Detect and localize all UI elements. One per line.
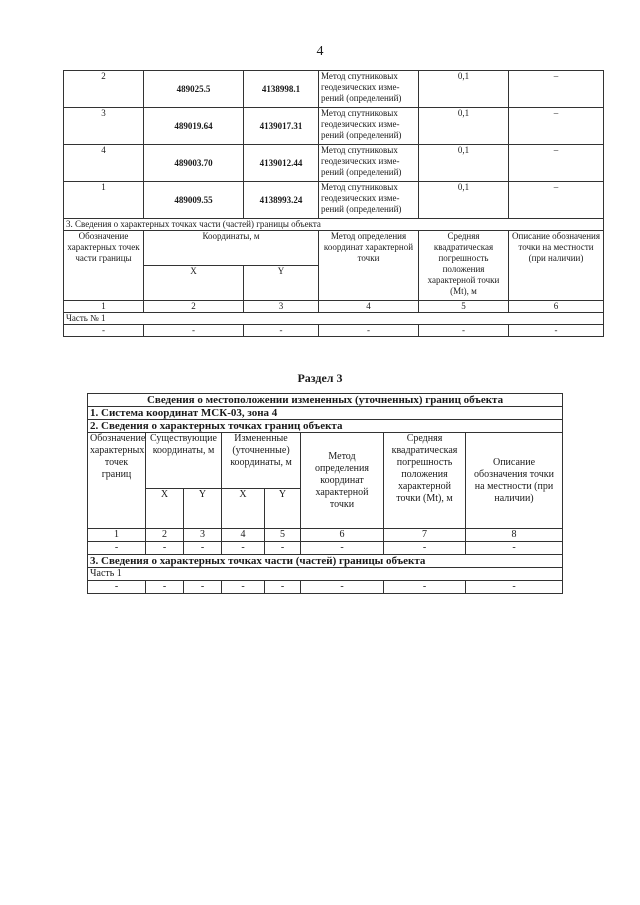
coord-x: 489003.70	[144, 145, 244, 182]
point-number: 2	[64, 71, 144, 108]
method-cell	[319, 182, 419, 219]
col-number: 6	[301, 529, 384, 542]
empty-cell: -	[319, 325, 419, 337]
section2-title: 2. Сведения о характерных точках границ объекта	[88, 420, 563, 433]
empty-cell: -	[64, 325, 144, 337]
description-value: –	[509, 108, 604, 145]
empty-cell: -	[384, 581, 466, 594]
col-number: 4	[222, 529, 265, 542]
empty-cell: -	[88, 581, 146, 594]
method-line: геодезических изме-	[321, 156, 400, 166]
table-title: Сведения о местоположении измененных (уточненных) границ объекта	[88, 394, 563, 407]
empty-cell: -	[265, 542, 301, 555]
header-method: Метод определения координат характерной точки	[319, 231, 419, 301]
header-method: Метод определения координат характерной точки	[301, 433, 384, 529]
method-line: рений (определений)	[321, 93, 402, 103]
header-y: Y	[244, 266, 319, 301]
empty-cell: -	[419, 325, 509, 337]
empty-cell: -	[184, 581, 222, 594]
empty-cell: -	[301, 581, 384, 594]
empty-row	[88, 542, 563, 555]
point-row	[64, 182, 604, 219]
column-numbers-row	[88, 529, 563, 542]
empty-cell: -	[265, 581, 301, 594]
header-x: X	[144, 266, 244, 301]
coordinates-table-continued	[63, 70, 604, 337]
accuracy-value: 0,1	[419, 108, 509, 145]
empty-cell: -	[466, 581, 563, 594]
empty-cell: -	[144, 325, 244, 337]
header-x: X	[146, 489, 184, 529]
point-row	[64, 71, 604, 108]
empty-cell: -	[301, 542, 384, 555]
empty-row	[64, 325, 604, 337]
header-coordinates: Координаты, м	[144, 231, 319, 266]
description-value: –	[509, 71, 604, 108]
method-line: рений (определений)	[321, 130, 402, 140]
coord-x: 489019.64	[144, 108, 244, 145]
coord-y: 4139017.31	[244, 108, 319, 145]
col-number: 7	[384, 529, 466, 542]
method-line: Метод спутниковых	[321, 71, 398, 81]
empty-cell: -	[146, 542, 184, 555]
accuracy-value: 0,1	[419, 145, 509, 182]
col-number: 8	[466, 529, 563, 542]
col-number: 5	[419, 301, 509, 313]
header-description: Описание обозначения точки на местности (при наличии)	[509, 231, 604, 301]
empty-cell: -	[222, 542, 265, 555]
col-number: 5	[265, 529, 301, 542]
point-number: 1	[64, 182, 144, 219]
coord-x: 489025.5	[144, 71, 244, 108]
method-line: геодезических изме-	[321, 119, 400, 129]
coord-y: 4138993.24	[244, 182, 319, 219]
empty-cell: -	[146, 581, 184, 594]
header-y: Y	[265, 489, 301, 529]
col-number: 2	[144, 301, 244, 313]
header-x: X	[222, 489, 265, 529]
section3-title: 3. Сведения о характерных точках части (частей) границы объекта	[88, 555, 563, 568]
section-heading: Раздел 3	[297, 371, 343, 385]
empty-cell: -	[509, 325, 604, 337]
empty-cell: -	[222, 581, 265, 594]
empty-cell: -	[466, 542, 563, 555]
col-number: 2	[146, 529, 184, 542]
header-accuracy: Средняя квадратическая погрешность положения характерной точки (Mt), м	[384, 433, 466, 529]
col-number: 3	[244, 301, 319, 313]
method-line: рений (определений)	[321, 204, 402, 214]
empty-cell: -	[244, 325, 319, 337]
empty-cell: -	[184, 542, 222, 555]
accuracy-value: 0,1	[419, 71, 509, 108]
col-number: 6	[509, 301, 604, 313]
method-cell	[319, 145, 419, 182]
section3-title: 3. Сведения о характерных точках части (частей) границы объекта	[64, 219, 604, 231]
page-number: 4	[316, 44, 324, 59]
empty-row	[88, 581, 563, 594]
point-number: 4	[64, 145, 144, 182]
method-line: рений (определений)	[321, 167, 402, 177]
part-label: Часть № 1	[64, 313, 604, 325]
description-value: –	[509, 182, 604, 219]
col-number: 1	[88, 529, 146, 542]
col-number: 4	[319, 301, 419, 313]
description-value: –	[509, 145, 604, 182]
changed-boundaries-table	[87, 393, 563, 594]
method-line: Метод спутниковых	[321, 108, 398, 118]
point-row	[64, 108, 604, 145]
header-designation: Обозначение характерных точек границ	[88, 433, 146, 529]
coord-y: 4138998.1	[244, 71, 319, 108]
header-designation: Обозначение характерных точек части границы	[64, 231, 144, 301]
method-line: Метод спутниковых	[321, 182, 398, 192]
coordinate-system: 1. Система координат МСК-03, зона 4	[88, 407, 563, 420]
method-line: геодезических изме-	[321, 82, 400, 92]
part-label: Часть 1	[88, 568, 563, 581]
header-changed-coordinates: Измененные (уточненные) координаты, м	[222, 433, 301, 489]
method-cell	[319, 108, 419, 145]
method-line: геодезических изме-	[321, 193, 400, 203]
header-y: Y	[184, 489, 222, 529]
coord-y: 4139012.44	[244, 145, 319, 182]
accuracy-value: 0,1	[419, 182, 509, 219]
empty-cell: -	[88, 542, 146, 555]
col-number: 1	[64, 301, 144, 313]
header-accuracy: Средняя квадратическая погрешность положения характерной точки (Mt), м	[419, 231, 509, 301]
col-number: 3	[184, 529, 222, 542]
method-cell	[319, 71, 419, 108]
point-number: 3	[64, 108, 144, 145]
point-row	[64, 145, 604, 182]
column-numbers-row	[64, 301, 604, 313]
empty-cell: -	[384, 542, 466, 555]
header-description: Описание обозначения точки на местности (при наличии)	[466, 433, 563, 529]
method-line: Метод спутниковых	[321, 145, 398, 155]
header-existing-coordinates: Существующие координаты, м	[146, 433, 222, 489]
coord-x: 489009.55	[144, 182, 244, 219]
